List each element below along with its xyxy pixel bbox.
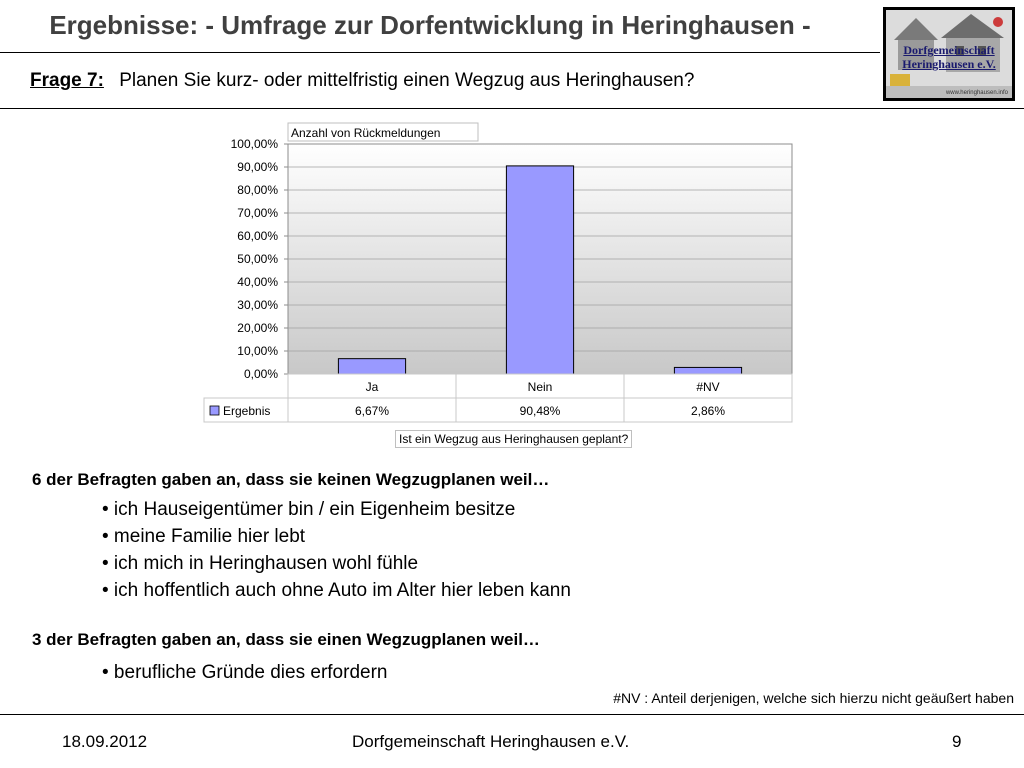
section-heading-no-move: 6 der Befragten gaben an, dass sie keinen Wegzugplanen weil… xyxy=(32,470,550,489)
list-item: • berufliche Gründe dies erfordern xyxy=(102,662,388,683)
club-logo xyxy=(883,7,1015,101)
logo-url: www.heringhausen.info xyxy=(945,90,1008,96)
bar-nvnv xyxy=(674,367,741,374)
x-tick-label: #NV xyxy=(696,380,720,394)
bullet-list-no-move xyxy=(102,496,571,604)
page-title: Ergebnisse: - Umfrage zur Dorfentwicklung in Heringhausen - xyxy=(49,10,811,40)
x-tick-label: Ja xyxy=(365,380,379,394)
y-tick-label: 0,00% xyxy=(243,367,278,381)
y-tick-label: 30,00% xyxy=(237,298,278,312)
list-item: • ich mich in Heringhausen wohl fühle xyxy=(102,553,419,574)
y-tick-label: 50,00% xyxy=(237,252,278,266)
bar-ja xyxy=(338,359,405,374)
logo-line-2: Heringhausen e.V. xyxy=(902,57,996,71)
y-tick-label: 80,00% xyxy=(237,183,278,197)
y-tick-label: 100,00% xyxy=(230,137,278,151)
page-number: 9 xyxy=(952,732,962,751)
data-label: 2,86% xyxy=(690,404,726,418)
footnote: #NV : Anteil derjenigen, welche sich hierzu nicht geäußert haben xyxy=(613,690,1014,706)
bar-nein xyxy=(506,166,573,374)
question xyxy=(30,70,694,92)
logo-line-1: Dorfgemeinschaft xyxy=(903,43,995,57)
footer-divider xyxy=(0,714,1024,715)
list-item: • ich Hauseigentümer bin / ein Eigenheim besitze xyxy=(102,499,516,520)
list-item: • ich hoffentlich auch ohne Auto im Alter hier leben kann xyxy=(102,580,571,601)
y-tick-label: 60,00% xyxy=(237,229,278,243)
footer-date: 18.09.2012 xyxy=(62,732,148,751)
y-tick-label: 10,00% xyxy=(237,344,278,358)
legend-swatch xyxy=(210,406,219,415)
question-label: Frage 7: xyxy=(30,70,104,91)
section-heading-move: 3 der Befragten gaben an, dass sie einen Wegzugplanen weil… xyxy=(32,630,540,649)
footer-organization: Dorfgemeinschaft Heringhausen e.V. xyxy=(352,732,630,751)
bullet-list-move xyxy=(102,659,387,686)
list-item: • meine Familie hier lebt xyxy=(102,526,306,547)
y-tick-label: 40,00% xyxy=(237,275,278,289)
data-label: 90,48% xyxy=(519,404,561,418)
data-label: 6,67% xyxy=(354,404,390,418)
x-tick-label: Nein xyxy=(527,380,553,394)
y-tick-label: 20,00% xyxy=(237,321,278,335)
x-axis-label: Ist ein Wegzug aus Heringhausen geplant? xyxy=(395,430,632,448)
header-divider xyxy=(0,52,880,53)
legend-label: Ergebnis xyxy=(223,404,271,418)
bar-chart xyxy=(200,120,800,425)
y-tick-label: 90,00% xyxy=(237,160,278,174)
question-text: Planen Sie kurz- oder mittelfristig einen Wegzug aus Heringhausen? xyxy=(119,70,695,91)
y-tick-label: 70,00% xyxy=(237,206,278,220)
question-divider xyxy=(0,108,1024,109)
chart-title: Anzahl von Rückmeldungen xyxy=(291,126,441,140)
